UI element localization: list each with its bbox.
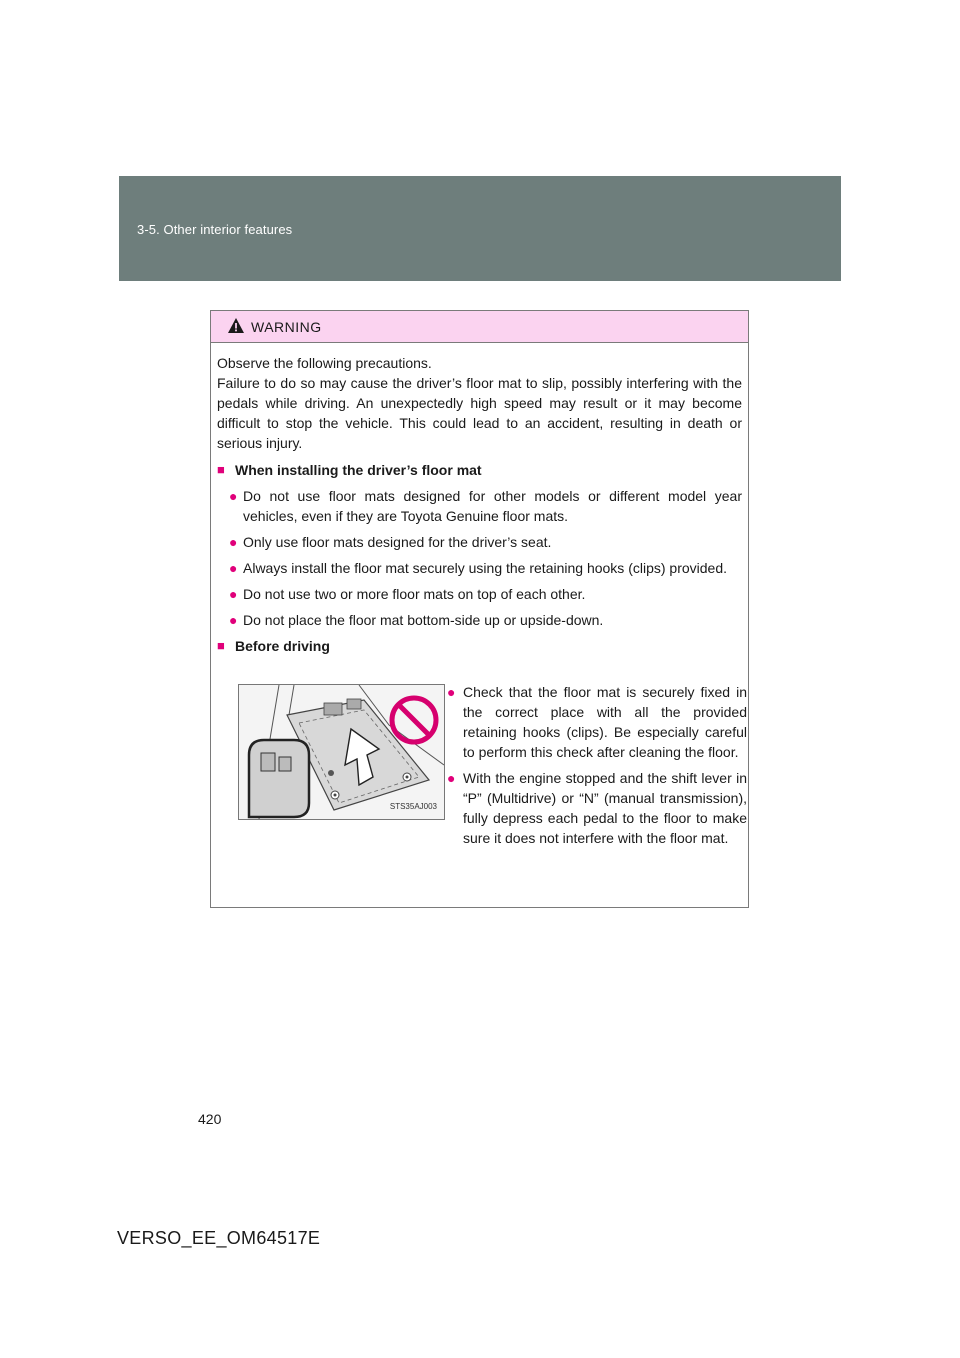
bullet-icon: ● [229,586,238,602]
list-item: ● With the engine stopped and the shift lever in “P” (Multidrive) or “N” (manual transmission), fully depress each pedal to the floor to make sure it does not interfere with the floor mat. [447,770,747,846]
precaution-list [217,486,742,630]
page-number: 420 [198,1111,222,1127]
bullet-icon: ● [229,534,238,550]
section-title: 3-5. Other interior features [137,222,293,237]
bullet-icon: ● [229,612,238,628]
intro-text: Observe the following precautions. [217,355,432,371]
warning-header [211,311,748,343]
before-driving-list [447,682,747,854]
header-band [119,176,841,281]
warning-label: WARNING [251,319,322,335]
list-item: ● Only use floor mats designed for the driver’s seat. [229,534,552,550]
section-heading: ■ When installing the driver’s floor mat [217,462,482,478]
list-item: ● Do not use two or more floor mats on top of each other. [229,586,586,602]
warning-icon [227,317,245,334]
bullet-icon: ● [447,770,456,786]
bullet-icon: ● [447,684,456,700]
bullet-icon: ● [229,488,238,504]
footer-code: VERSO_EE_OM64517E [117,1228,321,1248]
list-item: ● Check that the floor mat is securely fixed in the correct place with all the provided retaining hooks (clips). Be especially careful to perform this check after cleaning the floor. [447,684,747,760]
list-item: ● Do not use floor mats designed for other models or different model year vehicles, even if they are Toyota Genuine floor mats. [229,488,742,524]
section-heading: ■ Before driving [217,638,330,654]
list-item: ● Do not place the floor mat bottom-side up or upside-down. [229,612,604,628]
list-item: ● Always install the floor mat securely using the retaining hooks (clips) provided. [229,560,728,576]
warning-body [211,343,748,904]
figure-code: STS35AJ003 [389,802,437,811]
floor-mat-illustration [238,684,445,820]
before-driving-row [217,664,747,904]
warning-box [210,310,749,908]
square-bullet-icon: ■ [217,462,225,477]
square-bullet-icon: ■ [217,638,225,653]
intro-text: Failure to do so may cause the driver’s floor mat to slip, possibly interfering with the pedals while driving. An unexpectedly high speed may result or it may become difficult to stop the vehicle. This could lead to an accident, resulting in death or serious injury. [217,375,742,451]
bullet-icon: ● [229,560,238,576]
